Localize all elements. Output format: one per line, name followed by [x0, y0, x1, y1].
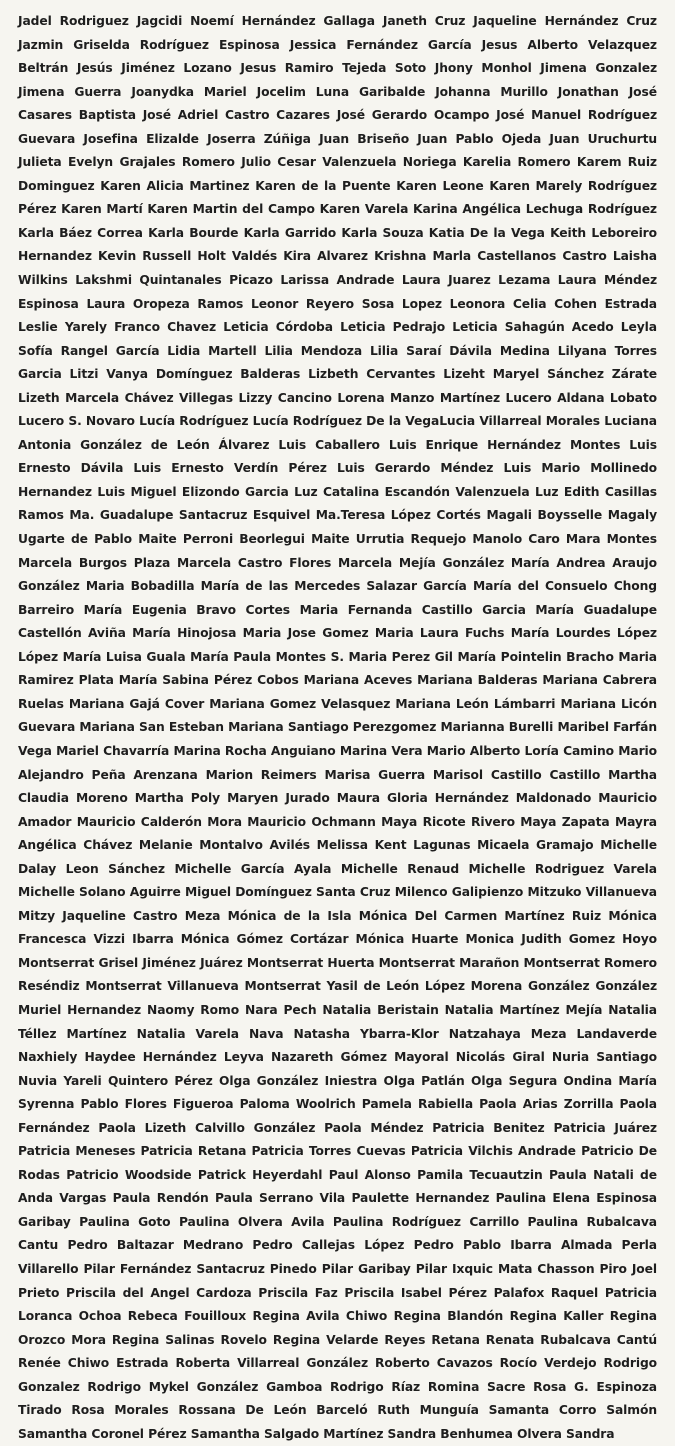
- names-list-text: Jadel Rodriguez Jagcidi Noemí Hernández Gallaga Janeth Cruz Jaqueline Hernández Cruz Jazmin Griselda Rodríguez Espinosa Jessica Fernández García Jesus Alberto Velazquez Beltrán Jesús Jiménez Lozano Jesus Ramiro Tejeda Soto Jhony Monhol Jimena Gonzalez Jimena Guerra Joanydka Mariel Jocelim Luna Garibalde Johanna Murillo Jonathan José Casares Baptista José Adriel Castro Cazares José Gerardo Ocampo José Manuel Rodríguez Guevara Josefina Elizalde Joserra Zúñiga Juan Briseño Juan Pablo Ojeda Juan Uruchurtu Julieta Evelyn Grajales Romero Julio Cesar Valenzuela Noriega Karelia Romero Karem Ruiz Dominguez Karen Alicia Martinez Karen de la Puente Karen Leone Karen Marely Rodríguez Pérez Karen Martí Karen Martin del Campo Karen Varela Karina Angélica Lechuga Rodríguez Karla Báez Correa Karla Bourde Karla Garrido Karla Souza Katia De la Vega Keith Leboreiro Hernandez Kevin Russell Holt Valdés Kira Alvarez Krishna Marla Castellanos Castro Laisha Wilkins Lakshmi Quintanales Picazo Larissa Andrade Laura Juarez Lezama Laura Méndez Espinosa Laura Oropeza Ramos Leonor Reyero Sosa Lopez Leonora Celia Cohen Estrada Leslie Yarely Franco Chavez Leticia Córdoba Leticia Pedrajo Leticia Sahagún Acedo Leyla Sofía Rangel García Lidia Martell Lilia Mendoza Lilia Saraí Dávila Medina Lilyana Torres Garcia Litzi Vanya Domínguez Balderas Lizbeth Cervantes Lizeht Maryel Sánchez Zárate Lizeth Marcela Chávez Villegas Lizzy Cancino Lorena Manzo Martínez Lucero Aldana Lobato Lucero S. Novaro Lucía Rodríguez Lucía Rodríguez De la VegaLucia Villarreal Morales Luciana Antonia González de León Álvarez Luis Caballero Luis Enrique Hernández Montes Luis Ernesto Dávila Luis Ernesto Verdín Pérez Luis Gerardo Méndez Luis Mario Mollinedo Hernandez Luis Miguel Elizondo Garcia Luz Catalina Escandón Valenzuela Luz Edith Casillas Ramos Ma. Guadalupe Santacruz Esquivel Ma.Teresa López Cortés Magali Boysselle Magaly Ugarte de Pablo Maite Perroni Beorlegui Maite Urrutia Requejo Manolo Caro Mara Montes Marcela Burgos Plaza Marcela Castro Flores Marcela Mejía González María Andrea Araujo González Maria Bobadilla María de las Mercedes Salazar García María del Consuelo Chong Barreiro María Eugenia Bravo Cortes Maria Fernanda Castillo Garcia María Guadalupe Castellón Aviña María Hinojosa Maria Jose Gomez Maria Laura Fuchs María Lourdes López López María Luisa Guala María Paula Montes S. Maria Perez Gil María Pointelin Bracho Maria Ramirez Plata María Sabina Pérez Cobos Mariana Aceves Mariana Balderas Mariana Cabrera Ruelas Mariana Gajá Cover Mariana Gomez Velasquez Mariana León Lámbarri Mariana Licón Guevara Mariana San Esteban Mariana Santiago Perezgomez Marianna Burelli Maribel Farfán Vega Mariel Chavarría Marina Rocha Anguiano Marina Vera Mario Alberto Loría Camino Mario Alejandro Peña Arenzana Marion Reimers Marisa Guerra Marisol Castillo Castillo Martha Claudia Moreno Martha Poly Maryen Jurado Maura Gloria Hernández Maldonado Mauricio Amador Mauricio Calderón Mora Mauricio Ochmann Maya Ricote Rivero Maya Zapata Mayra Angélica Chávez Melanie Montalvo Avilés Melissa Kent Lagunas Micaela Gramajo Michelle Dalay Leon Sánchez Michelle García Ayala Michelle Renaud Michelle Rodriguez Varela Michelle Solano Aguirre Miguel Domínguez Santa Cruz Milenco Galipienzo Mitzuko Villanueva Mitzy Jaqueline Castro Meza Mónica de la Isla Mónica Del Carmen Martínez Ruiz Mónica Francesca Vizzi Ibarra Mónica Gómez Cortázar Mónica Huarte Monica Judith Gomez Hoyo Montserrat Grisel Jiménez Juárez Montserrat Huerta Montserrat Marañon Montserrat Romero Reséndiz Montserrat Villanueva Montserrat Yasil de León López Morena González González Muriel Hernandez Naomy Romo Nara Pech Natalia Beristain Natalia Martínez Mejía Natalia Téllez Martínez Natalia Varela Nava Natasha Ybarra-Klor Natzahaya Meza Landaverde Naxhiely Haydee Hernández Leyva Nazareth Gómez Mayoral Nicolás Giral Nuria Santiago Nuvia Yareli Quintero Pérez Olga González Iniestra Olga Patlán Olga Segura Ondina María Syrenna Pablo Flores Figueroa Paloma Woolrich Pamela Rabiella Paola Arias Zorrilla Paola Fernández Paola Lizeth Calvillo González Paola Méndez Patricia Benitez Patricia Juárez Patricia Meneses Patricia Retana Patricia Torres Cuevas Patricia Vilchis Andrade Patricio De Rodas Patricio Woodside Patrick Heyerdahl Paul Alonso Pamila Tecuautzin Paula Natali de Anda Vargas Paula Rendón Paula Serrano Vila Paulette Hernandez Paulina Elena Espinosa Garibay Paulina Goto Paulina Olvera Avila Paulina Rodríguez Carrillo Paulina Rubalcava Cantu Pedro Baltazar Medrano Pedro Callejas López Pedro Pablo Ibarra Almada Perla Villarello Pilar Fernández Santacruz Pinedo Pilar Garibay Pilar Ixquic Mata Chasson Piro Joel Prieto Priscila del Angel Cardoza Priscila Faz Priscila Isabel Pérez Palafox Raquel Patricia Loranca Ochoa Rebeca Fouilloux Regina Avila Chiwo Regina Blandón Regina Kaller Regina Orozco Mora Regina Salinas Rovelo Regina Velarde Reyes Retana Renata Rubalcava Cantú Renée Chiwo Estrada Roberta Villarreal González Roberto Cavazos Rocío Verdejo Rodrigo Gonzalez Rodrigo Mykel González Gamboa Rodrigo Ríaz Romina Sacre Rosa G. Espinoza Tirado Rosa Morales Rossana De León Barceló Ruth Munguía Samanta Corro Salmón Samantha Coronel Pérez Samantha Salgado Martínez Sandra Benhumea Olvera Sandra: [18, 14, 657, 1441]
